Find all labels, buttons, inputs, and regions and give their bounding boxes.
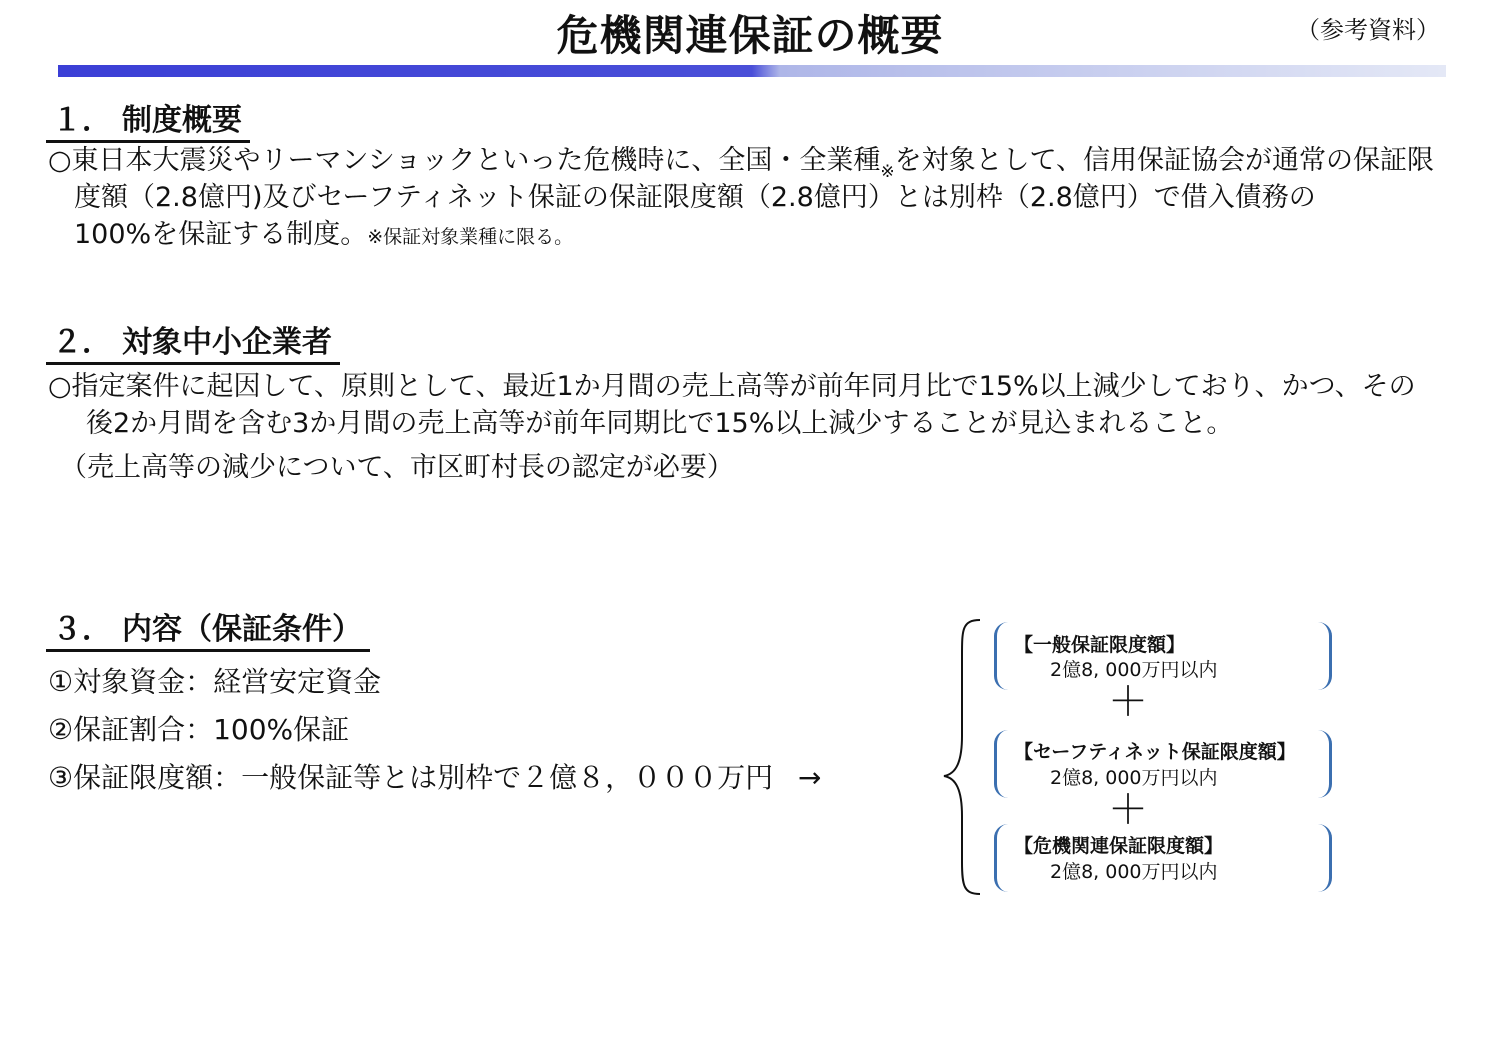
section1-line2: 度額（2.8億円)及びセーフティネット保証の保証限度額（2.8億円）とは別枠（2.8億円）で借入債務の [74, 182, 1316, 213]
section2-heading [46, 324, 340, 365]
section1-note-mark: ※ [880, 162, 895, 182]
condition-item-limit [48, 758, 821, 798]
section1-title: 制度概要 [122, 103, 242, 138]
reference-label: （参考資料） [1296, 16, 1440, 44]
section1-footnote: ※保証対象業種に限る。 [367, 226, 574, 248]
arrow-right-icon: → [798, 761, 822, 794]
limit-box-general-title: 【一般保証限度額】 [1014, 634, 1186, 656]
section3-number: ３． [52, 612, 112, 647]
section1-line1-text-a: ○東日本大震災やリーマンショックといった危機時に、全国・全業種 [48, 145, 881, 176]
limit-box-general-value: 2億8, 000万円以内 [1050, 659, 1218, 681]
limit-box-crisis-title: 【危機関連保証限度額】 [1014, 835, 1224, 857]
section3-title: 内容（保証条件） [122, 612, 362, 647]
limit-box-safetynet-title: 【セーフティネット保証限度額】 [1014, 741, 1296, 763]
limit-box-safetynet-value: 2億8, 000万円以内 [1050, 767, 1218, 789]
section2-number: ２． [52, 325, 112, 360]
title-underline-bar [58, 65, 1446, 77]
condition-item-limit-text: ③保証限度額：一般保証等とは別枠で２億８，０００万円 [48, 761, 774, 794]
page-title: 危機関連保証の概要 [556, 11, 944, 60]
limit-box-crisis-value: 2億8, 000万円以内 [1050, 861, 1218, 883]
condition-item-funds: ①対象資金：経営安定資金 [48, 665, 382, 698]
section1-line3-text: 100%を保証する制度。 [74, 219, 368, 250]
section2-line3: （売上高等の減少について、市区町村長の認定が必要） [60, 452, 734, 483]
section1-heading [46, 102, 250, 143]
section1-line1-text-b: を対象として、信用保証協会が通常の保証限 [894, 145, 1435, 176]
section1-line3 [74, 216, 573, 256]
plus-icon: ＋ [1108, 679, 1148, 725]
section1-number: １． [52, 103, 112, 138]
section2-title: 対象中小企業者 [122, 325, 332, 360]
condition-item-ratio: ②保証割合：100%保証 [48, 713, 350, 746]
curly-brace-icon [938, 616, 988, 898]
section3-heading [46, 611, 370, 652]
section2-line2: 後2か月間を含む3か月間の売上高等が前年同期比で15%以上減少することが見込まれること。 [86, 408, 1234, 439]
section2-line1: ○指定案件に起因して、原則として、最近1か月間の売上高等が前年同月比で15%以上減少しており、かつ、その [48, 371, 1416, 402]
plus-icon: ＋ [1108, 787, 1148, 833]
